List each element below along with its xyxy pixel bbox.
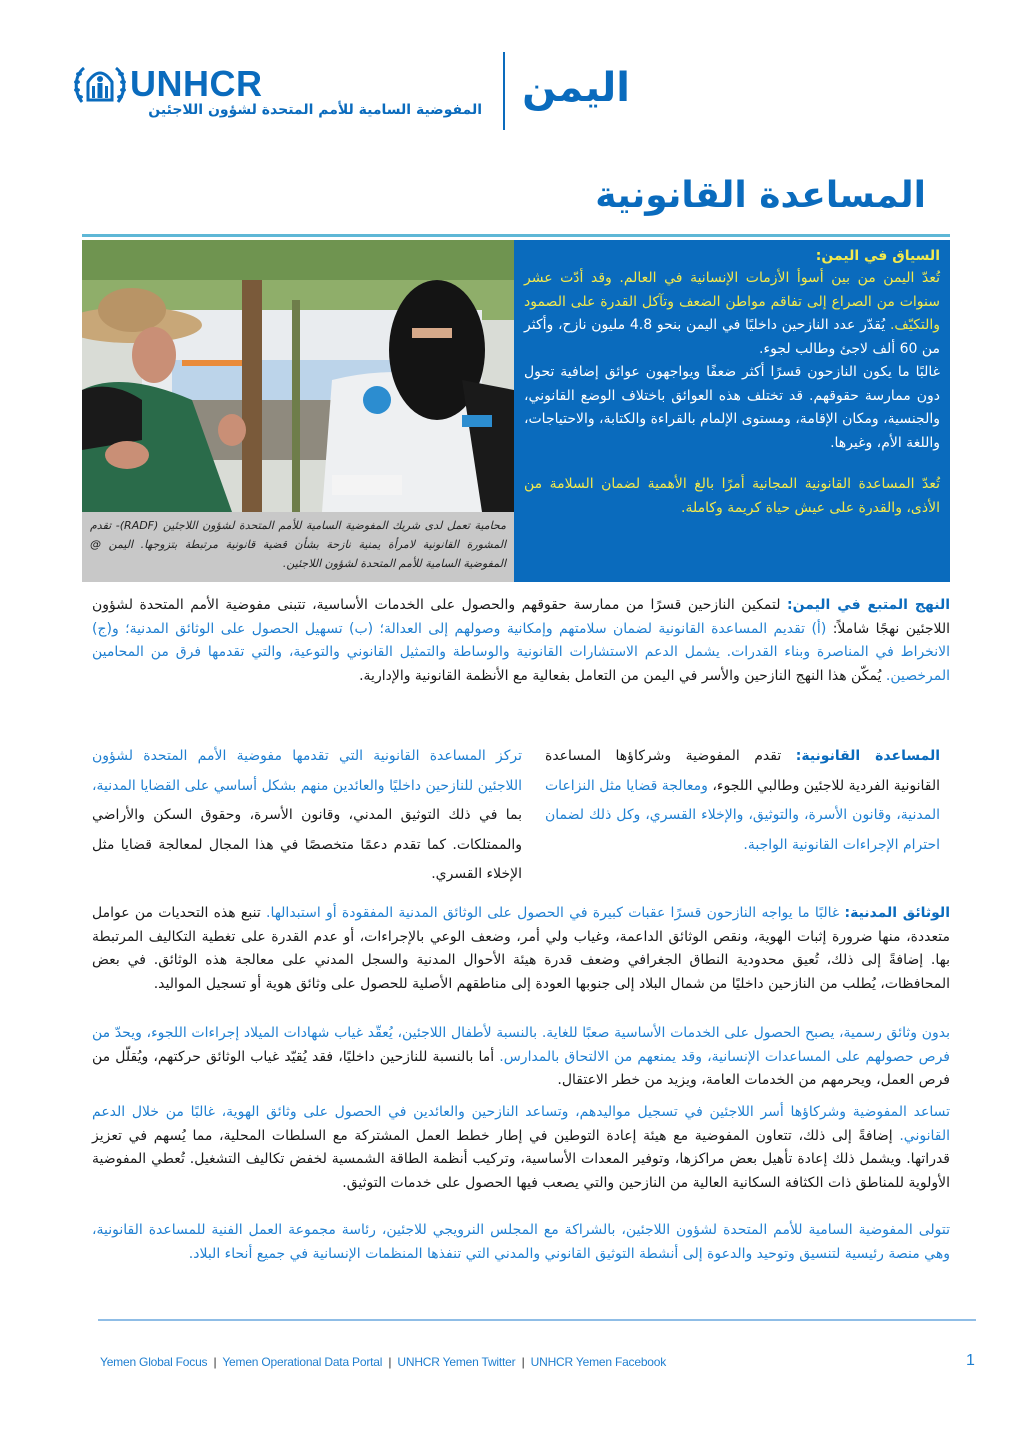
page-number: 1	[966, 1352, 975, 1369]
para3-highlight: تساعد المفوضية وشركاؤها أسر اللاجئين في تسجيل مواليدهم، وتساعد النازحين والعائدين في الحصول على وثائق الهوية، غالبًا من خلال الدعم القانوني.	[92, 1104, 950, 1144]
photo-lawyer-advising-woman	[82, 240, 514, 512]
approach-text-1: لتمكين النازحين قسرًا من ممارسة حقوقهم والحصول على الخدمات الأساسية، تتبنى مفوضية الأمم المتحدة لشؤون اللاجئين نهجًا شاملاً:	[92, 597, 950, 637]
context-box	[514, 240, 950, 582]
header-divider	[503, 52, 505, 130]
footer-link-data-portal[interactable]: Yemen Operational Data Portal	[222, 1355, 383, 1369]
civil-documents-section	[92, 902, 950, 996]
para4-highlight: تتولى المفوضية السامية للأمم المتحدة لشؤون اللاجئين، بالشراكة مع المجلس النرويجي للاجئين، رئاسة مجموعة العمل الفنية للمساعدة القانونية، وهي منصة رئيسية لتنسيق وتوحيد والدعوة إلى أنشطة التوثيق القانوني والمدني التي تنفذها المنظمات الإنسانية في جميع أنحاء البلاد.	[92, 1222, 950, 1262]
footer-links	[100, 1355, 666, 1369]
para2-text: أما بالنسبة للنازحين داخليًا، فقد يُقيّد غياب الوثائق حركتهم، ويُقلّل من فرص العمل، ويحرمهم من الخدمات العامة، ويزيد من خطر الاعتقال.	[92, 1048, 950, 1088]
approach-text-highlight: (أ) تقديم المساعدة القانونية لضمان سلامتهم وإمكانية وصولهم إلى العدالة؛ (ب) تسهيل الحصول على الوثائق المدنية؛ و(ج) الانخراط في المناصرة وبناء القدرات. يشمل الدعم الاستشارات القانونية والوساطة والتمثيل القانوني والتوعية، والتي تقدمها فرق من المحامين المرخصين.	[92, 620, 950, 684]
context-p1-highlight: تُعدّ اليمن من بين أسوأ الأزمات الإنسانية في العالم. وقد أدّت عشر سنوات من الصراع إلى تفاقم مواطن الضعف وتآكل القدرة على الصمود والتكيّف.	[524, 270, 941, 333]
logo-text: UNHCR	[130, 63, 263, 104]
context-p1-text: يُقدّر عدد النازحين داخليًا في اليمن بنحو 4.8 مليون نازح، وأكثر من 60 ألف لاجئ وطالب لجوء.	[524, 317, 940, 357]
photo-caption: محامية تعمل لدى شريك المفوضية السامية للأمم المتحدة لشؤون اللاجئين (RADF)- تقدم المشورة القانونية لامرأة يمنية نازحة بشأن قضية قانونية مرتبطة بتزوجها. اليمن @ المفوضية السامية للأمم المتحدة لشؤون اللاجئين.	[82, 512, 514, 582]
context-paragraph-1	[524, 267, 940, 361]
unhcr-logo	[72, 62, 492, 132]
civil-docs-text: تنبع هذه التحديات من عوامل متعددة، منها ضرورة إثبات الهوية، ونقص الوثائق الداعمة، وغياب ولي أمر، وضعف الوعي بالإجراءات، أو عدم القدرة على تغطية التكاليف المرتبطة بها. إضافةً إلى ذلك، تُعيق محدودية النطاق الجغرافي وضعف قدرة هيئة الأحوال المدنية والسجل المدني على معالجة هذه الوثائق. في بعض المحافظات، يُطلب من النازحين داخليًا من شمال البلاد إلى جنوبها العودة إلى مناطقهم الأصلية للحصول على وثائق هوية أو تسجيل المواليد.	[92, 905, 950, 992]
footer-link-twitter[interactable]: UNHCR Yemen Twitter	[397, 1355, 516, 1369]
support-paragraph	[92, 1101, 950, 1195]
context-paragraph-2: غالبًا ما يكون النازحون قسرًا أكثر ضعفًا ويواجهون عوائق إضافية تحول دون ممارسة حقوقهم. قد تختلف هذه العوائق باختلاف الوضع القانوني، والجنسية، ومكان الإقامة، ومستوى الإلمام بالقراءة والكتابة، والاحتياجات، واللغة الأم، وغيرها.	[523, 364, 940, 451]
legal-aid-text: تقدم المفوضية وشركاؤها المساعدة القانونية الفردية للاجئين وطالبي اللجوء،	[545, 748, 940, 794]
idp-focus-text: بما في ذلك التوثيق المدني، وقانون الأسرة، وحقوق السكن والأراضي والممتلكات. كما تقدم دعمًا متخصصًا في هذا المجال لمعالجة قضايا مثل الإخلاء القسري.	[92, 807, 522, 882]
page-title: المساعدة القانونية	[595, 175, 926, 216]
footer-link-facebook[interactable]: UNHCR Yemen Facebook	[530, 1355, 667, 1369]
legal-aid-section	[545, 742, 940, 860]
photo-illustration	[82, 240, 514, 512]
legal-aid-label: المساعدة القانونية:	[795, 748, 941, 764]
footer-divider	[98, 1319, 976, 1321]
context-paragraph-3: تُعدّ المساعدة القانونية المجانية أمرًا بالغ الأهمية لضمان السلامة من الأذى، والقدرة على عيش حياة كريمة وكاملة.	[524, 476, 940, 516]
civil-docs-highlight: غالبًا ما يواجه النازحون قسرًا عقبات كبيرة في الحصول على الوثائق المدنية المفقودة أو استبدالها.	[266, 905, 845, 921]
header	[0, 40, 1024, 140]
footer-separator: |	[521, 1355, 525, 1369]
idp-focus-section	[92, 742, 522, 890]
para2-highlight: بدون وثائق رسمية، يصبح الحصول على الخدمات الأساسية صعبًا للغاية. بالنسبة لأطفال اللاجئين، يُعقّد غياب شهادات الميلاد إجراءات اللجوء، ويحدّ من فرص حصولهم على المساعدات الإنسانية، وقد يمنعهم من الالتحاق بالمدارس.	[92, 1025, 950, 1065]
country-name: اليمن	[522, 65, 630, 111]
footer-link-global-focus[interactable]: Yemen Global Focus	[100, 1355, 208, 1369]
para3-text: إضافةً إلى ذلك، تتعاون المفوضية مع هيئة إعادة التوطين في إطار خطط العمل المشتركة مع السلطات المحلية، مما يُسهم في تعزيز قدراتها. ويشمل ذلك إعادة تأهيل بعض مراكزها، وتوفير المعدات الأساسية، وتركيب أنظمة الطاقة الشمسية لخفض تكاليف التشغيل. تُعطي المفوضية الأولوية للمناطق ذات الكثافة السكانية العالية من النازحين والتي يصعب فيها الحصول على خدمات التوثيق.	[92, 1127, 950, 1191]
footer-separator: |	[213, 1355, 217, 1369]
legal-aid-highlight: ومعالجة قضايا مثل النزاعات المدنية، وقانون الأسرة، والتوثيق، والإخلاء القسري، وكل ذلك لضمان احترام الإجراءات القانونية الواجبة.	[545, 777, 940, 853]
documents-impact-paragraph	[92, 1022, 950, 1093]
title-divider	[82, 234, 950, 237]
logo-subtitle: المفوضية السامية للأمم المتحدة لشؤون اللاجئين	[148, 102, 482, 118]
unhcr-emblem-icon	[72, 62, 128, 108]
approach-label: النهج المتبع في اليمن:	[787, 597, 950, 613]
context-title: السياق في اليمن:	[815, 248, 940, 264]
approach-text-2: يُمكّن هذا النهج النازحين والأسر في اليمن من التعامل بفعالية مع الأنظمة القانونية والإدارية.	[359, 667, 886, 684]
footer-separator: |	[388, 1355, 392, 1369]
working-group-paragraph	[92, 1219, 950, 1266]
idp-focus-highlight: تركز المساعدة القانونية التي تقدمها مفوضية الأمم المتحدة لشؤون اللاجئين للنازحين داخليًا والعائدين منهم بشكل أساسي على القضايا المدنية،	[92, 748, 522, 794]
civil-docs-label: الوثائق المدنية:	[844, 905, 950, 921]
approach-section	[92, 594, 950, 688]
